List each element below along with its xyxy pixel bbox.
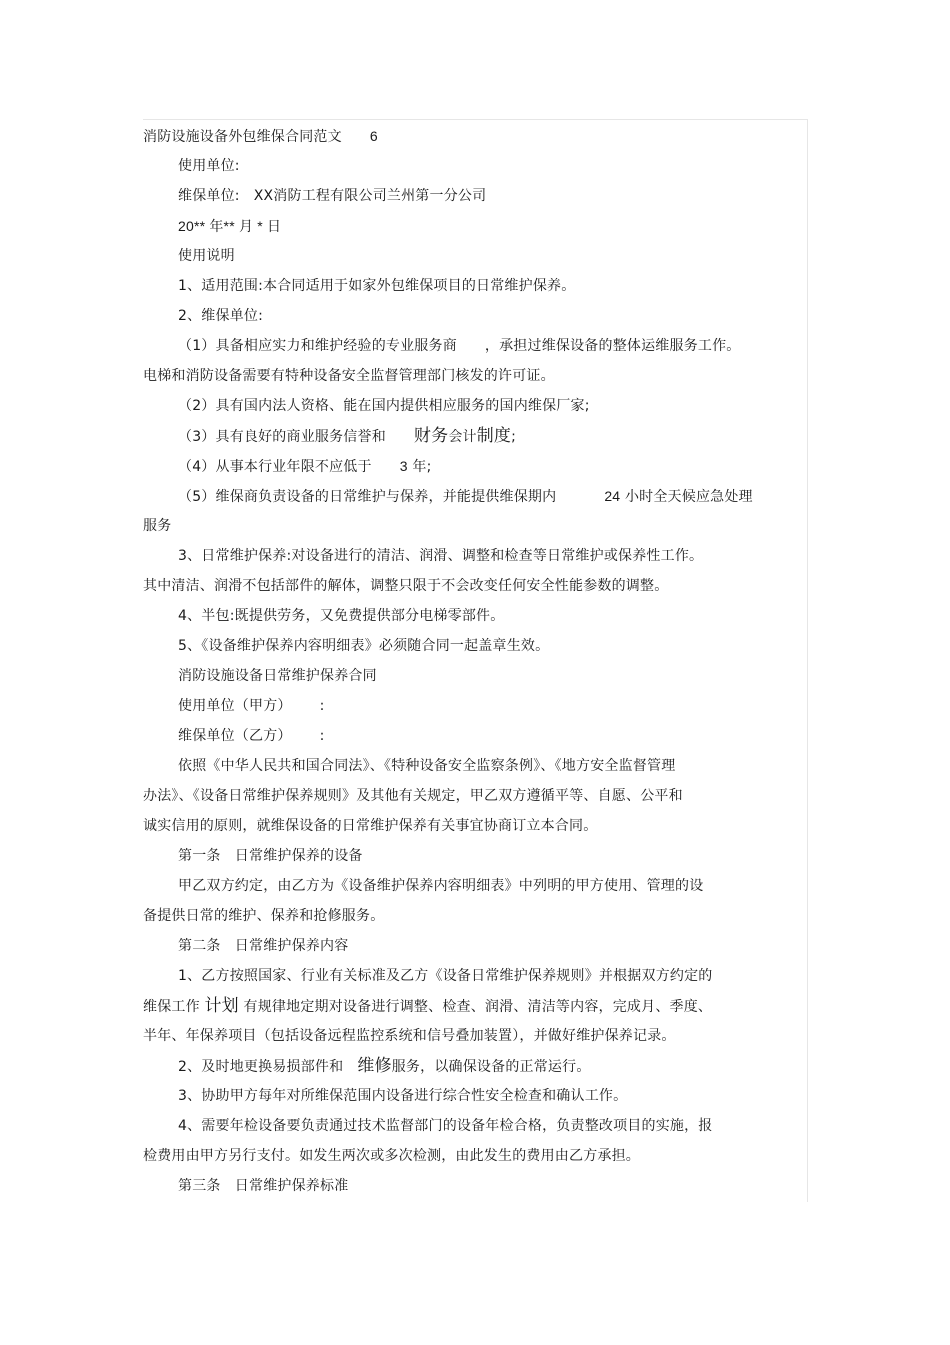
maint-unit-line: 维保单位: XX消防工程有限公司兰州第一分公司 xyxy=(178,188,487,204)
instruction-item-4: 4、半包:既提供劳务，又免费提供部分电梯零部件。 xyxy=(178,608,505,624)
instructions-heading: 使用说明 xyxy=(178,248,235,264)
article-2-item-1-line-3: 半年、年保养项目（包括设备远程监控系统和信号叠加装置），并做好维护保养记录。 xyxy=(143,1028,676,1044)
instruction-item-5: 5、《设备维护保养内容明细表》必须随合同一起盖章生效。 xyxy=(178,638,550,654)
contract-title: 消防设施设备日常维护保养合同 xyxy=(178,668,377,684)
instruction-item-1: 1、适用范围:本合同适用于如家外包维保项目的日常维护保养。 xyxy=(178,278,576,294)
sub-item-4: （4）从事本行业年限不应低于 3 年; xyxy=(178,458,432,475)
article-2-item-4-line-1: 4、需要年检设备要负责通过技术监督部门的设备年检合格，负责整改项目的实施，报 xyxy=(178,1118,713,1134)
article-1-line-2: 备提供日常的维护、保养和抢修服务。 xyxy=(143,908,385,924)
document-body xyxy=(143,121,803,1201)
sub-item-1-continued: 电梯和消防设备需要有特种设备安全监督管理部门核发的许可证。 xyxy=(143,368,555,384)
document-title: 消防设施设备外包维保合同范文 6 xyxy=(143,128,378,145)
article-2-item-2: 2、及时地更换易损部件和 维修服务，以确保设备的正常运行。 xyxy=(178,1056,591,1076)
title-number: 6 xyxy=(369,128,378,144)
preamble-line-3: 诚实信用的原则，就维保设备的日常维护保养有关事宜协商订立本合同。 xyxy=(143,818,598,834)
party-b-line: 维保单位（乙方） : xyxy=(178,728,325,744)
maint-unit-name: XX消防工程有限公司兰州第一分公司 xyxy=(253,188,487,204)
article-3-heading: 第三条 日常维护保养标准 xyxy=(178,1178,349,1194)
article-2-item-4-line-2: 检费用由甲方另行支付。如发生两次或多次检测，由此发生的费用由乙方承担。 xyxy=(143,1148,640,1164)
article-2-item-3: 3、协助甲方每年对所维保范围内设备进行综合性安全检查和确认工作。 xyxy=(178,1088,628,1104)
article-2-item-1-line-2: 维保工作 计划 有规律地定期对设备进行调整、检查、润滑、清洁等内容，完成月、季度、 xyxy=(143,996,713,1016)
sub-item-1: （1）具备相应实力和维护经验的专业服务商 ，承担过维保设备的整体运维服务工作。 xyxy=(178,338,741,354)
instruction-item-3-continued: 其中清洁、润滑不包括部件的解体，调整只限于不会改变任何安全性能参数的调整。 xyxy=(143,578,669,594)
date-line: 20** 年** 月 * 日 xyxy=(178,218,282,234)
sub-item-5: （5）维保商负责设备的日常维护与保养，并能提供维保期内 24 小时全天候应急处理 xyxy=(178,488,753,505)
sub-item-2: （2）具有国内法人资格、能在国内提供相应服务的国内维保厂家; xyxy=(178,398,590,414)
article-2-heading: 第二条 日常维护保养内容 xyxy=(178,938,349,954)
preamble-line-1: 依照《中华人民共和国合同法》、《特种设备安全监察条例》、《地方安全监督管理 xyxy=(178,758,676,774)
sub-item-3: （3）具有良好的商业服务信誉和 财务会计制度; xyxy=(178,426,517,446)
instruction-item-3: 3、日常维护保养:对设备进行的清洁、润滑、调整和检查等日常维护或保养性工作。 xyxy=(178,548,704,564)
article-1-heading: 第一条 日常维护保养的设备 xyxy=(178,848,363,864)
article-1-line-1: 甲乙双方约定，由乙方为《设备维护保养内容明细表》中列明的甲方使用、管理的设 xyxy=(178,878,704,894)
user-unit-line: 使用单位: xyxy=(178,158,240,174)
preamble-line-2: 办法》、《设备日常维护保养规则》及其他有关规定，甲乙双方遵循平等、自愿、公平和 xyxy=(143,788,683,804)
sub-item-5-continued: 服务 xyxy=(143,518,172,534)
party-a-line: 使用单位（甲方） : xyxy=(178,698,325,714)
instruction-item-2: 2、维保单位: xyxy=(178,308,264,324)
article-2-item-1-line-1: 1、乙方按照国家、行业有关标准及乙方《设备日常维护保养规则》并根据双方约定的 xyxy=(178,968,713,984)
